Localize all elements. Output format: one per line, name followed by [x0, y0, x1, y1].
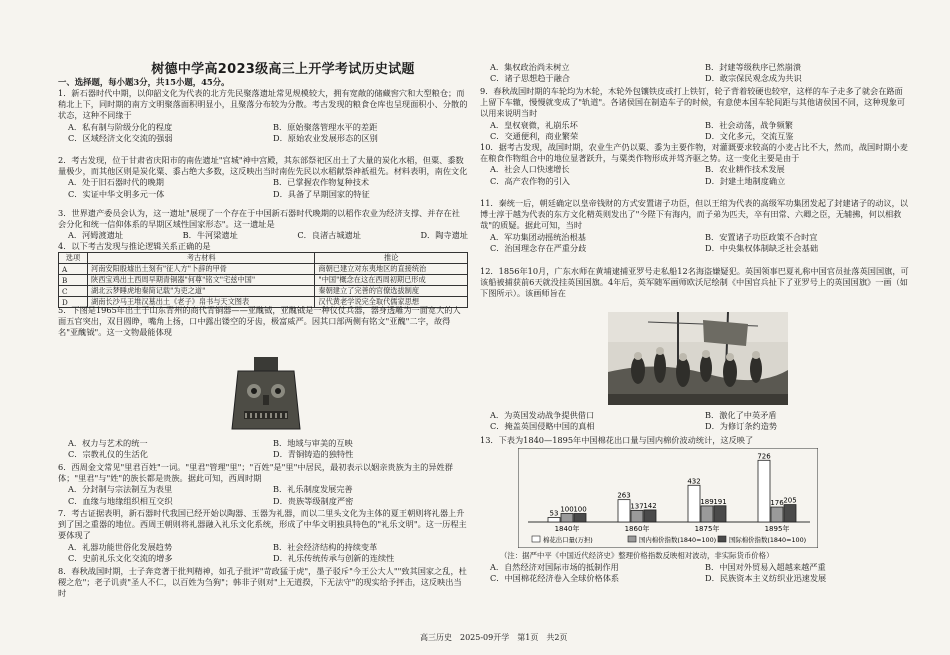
q4-cell: B: [59, 275, 88, 286]
q3-option-a[interactable]: A．河姆渡遗址: [68, 230, 124, 241]
q11-option-a[interactable]: A．军功集团动摇统治根基: [490, 231, 586, 242]
q4-header: 考古材料: [88, 253, 315, 264]
q11-stem: 11．秦统一后，朝廷确定以皇帝钱财的方式安置诸子功臣，但以王绾为代表的高级军功集团发起了封建诸子的动议，以博士淳于越为代表的东方文化精英则发出了"今陛下有海内，而子弟为匹夫，卒有田常、六卿之臣，无辅拂，何以相救哉"的质疑。据此可知，当时: [480, 198, 908, 231]
q1-option-c[interactable]: C．区域经济文化交流的强弱: [68, 132, 173, 143]
category-label: 1875年: [694, 525, 720, 533]
question-13-options: [480, 562, 910, 584]
bar-2-3: [784, 505, 796, 522]
question-2: [58, 155, 468, 200]
q3-stem: 3．世界遗产委员会认为，这一遗址"展现了一个存在于中国新石器时代晚期的以稻作农业为经济支撑、并存在社会分化和统一信仰体系的早期区域性国家形态"。这一遗址是: [58, 208, 460, 230]
q6-option-d[interactable]: D．贵族等级制度严密: [273, 495, 354, 506]
q9-option-b[interactable]: B．社会动荡，战争频繁: [705, 119, 793, 130]
bar-0-2: [688, 485, 700, 522]
q13-stem: 13．下表为1840—1895年中国棉花出口量与国内棉价波动统计，这反映了: [480, 435, 754, 445]
q2-stem: 2．考古发现，位于甘肃省庆阳市的南佐遗址"宫城"神中宫殿，其东部祭祀区出土了大量的炭化水稻，但粟、黍数量极少，而其他区则是炭化粟、黍占绝大多数，这反映出当时南佐先民以水稻献祭神祇祖先。材料表明，南佐文化: [58, 155, 468, 177]
bar-2-0: [574, 514, 586, 523]
q7-stem: 7．考古证据表明，新石器时代我国已经开始以陶器、玉器为礼器，而以二里头文化为主体的夏王朝则将礼器上升到了国之重器的地位。西周王朝则将礼器融入礼乐文化系统，形成了中华文明独具特色的"礼乐文明"。这一历程主要体现了: [58, 508, 467, 541]
q8-option-b[interactable]: B．封建等级秩序已然崩溃: [705, 62, 802, 72]
page-footer: 高三历史 2025-09开学 第1页 共2页: [420, 633, 568, 642]
q4-header: 选项: [59, 253, 88, 264]
q2-option-a[interactable]: A．处于旧石器时代的晚期: [68, 177, 164, 188]
data-label: 263: [617, 491, 631, 500]
q9-stem: 9．春秋战国时期的车轮均为木轮，木轮外包镶铁皮或打上铁钉，轮子背着较硬也较窄，这样的车子走多了就会在路面上留下车辙，慢慢就变成了"轨道"。各诸侯国在制造车子的时候，有意使本国车轮间距与其他诸侯国不同，这种现象可以用来说明当时: [480, 86, 906, 119]
bar-2-2: [714, 506, 726, 522]
question-8-options: [480, 62, 910, 84]
q4-cell: 湖南长沙马王堆汉墓出土《老子》帛书与天文图表: [88, 297, 315, 308]
legend-swatch: [628, 536, 636, 542]
question-5-options: [58, 438, 468, 460]
q4-cell: 河南安阳殷墟出土刻有"征人方"卜辞的甲骨: [88, 264, 315, 275]
section-heading: 一、选择题，每小题3分，共15小题，45分。: [58, 77, 230, 87]
q6-option-c[interactable]: C．血缘与地缘组织相互交织: [68, 495, 173, 506]
q4-cell: D: [59, 297, 88, 308]
q4-cell: 湖北云梦睡虎地秦简记载"为吏之道": [88, 286, 315, 297]
q4-cell: A: [59, 264, 88, 275]
q7-option-c[interactable]: C．史前礼乐文化交流的增多: [68, 552, 173, 563]
q4-stem: 4．以下考古发现与推论逻辑关系正确的是: [58, 241, 211, 251]
q7-option-a[interactable]: A．礼器功能世俗化发展趋势: [68, 541, 173, 552]
question-6: [58, 462, 468, 507]
question-5: [58, 305, 468, 339]
q12-option-b[interactable]: B．激化了中英矛盾: [705, 410, 777, 420]
q2-option-c[interactable]: C．实证中华文明多元一体: [68, 188, 165, 199]
q12-option-a[interactable]: A．为英国发动战争提供借口: [490, 410, 595, 420]
q9-option-c[interactable]: C．交通便利，商业繁荣: [490, 130, 579, 141]
q3-option-c[interactable]: C．良渚古城遗址: [297, 230, 361, 241]
cotton-chart: [518, 448, 818, 548]
bronze-yue-image: [226, 357, 306, 432]
q4-cell: 陕西宝鸡出土西周早期青铜器"何尊"铭文"宅兹中国": [88, 275, 315, 286]
q3-option-b[interactable]: B．牛河梁遗址: [182, 230, 238, 241]
bar-1-1: [631, 510, 643, 522]
category-label: 1840年: [554, 525, 580, 533]
bar-0-3: [758, 460, 770, 522]
category-label: 1860年: [624, 525, 650, 533]
question-12: [480, 266, 910, 300]
q4-cell: 汉代黄老学说完全取代儒家思想: [315, 297, 468, 308]
q13-option-a[interactable]: A．自然经济对国际市场的抵制作用: [490, 562, 619, 572]
q4-cell: "中国"概念在这在西周初期已形成: [315, 275, 468, 286]
table-row: [59, 264, 468, 275]
q3-option-d[interactable]: D．陶寺遗址: [420, 230, 468, 241]
q13-option-d[interactable]: D．民族资本主义纺织业迅速发展: [705, 573, 827, 584]
category-label: 1895年: [764, 525, 790, 533]
q9-option-a[interactable]: A．皇权衰微，礼崩乐坏: [490, 119, 578, 130]
q8-option-a[interactable]: A．集权政治尚未树立: [490, 62, 570, 72]
question-1: [58, 88, 468, 144]
question-7: [58, 508, 468, 564]
q10-stem: 10．据考古发现，战国时期，农业生产仍以粟、黍为主要作物，对灌溉要求较高的小麦占比不大，然而，战国时期小麦在粮食作物组合中的地位显著跃升，与粟类作物形成并驾齐驱之势。这一变化主要是由于: [480, 142, 908, 164]
data-label: 142: [643, 501, 657, 510]
bar-0-0: [548, 517, 560, 522]
q4-cell: 秦朝建立了完善的官僚选拔制度: [315, 286, 468, 297]
q5-stem: 5．下图是1965年出土于山东青州的商代青铜器——亚醜钺，亚醜钺是一种仪仗兵器，器身透雕为一面宽大的人面五官突出，双目圆睁，嘴角上扬，口中露出镂空的牙齿，极富威严。因其口部两侧有铭文"亚醜"二字，故得名"亚醜钺"。这一文物最能体现: [58, 305, 461, 338]
q10-option-d[interactable]: D．封建土地制度确立: [705, 175, 786, 186]
data-label: 100: [560, 505, 574, 514]
exam-title: 树德中学高2023级高三上开学考试历史试题: [151, 62, 415, 77]
q13-option-b[interactable]: B．中国对外贸易入超越来越严重: [705, 562, 826, 572]
bar-0-1: [618, 500, 630, 522]
bar-1-2: [701, 506, 713, 522]
q5-option-c[interactable]: C．宗教礼仪的生活化: [68, 449, 148, 460]
q10-option-c[interactable]: C．高产农作物的引入: [490, 175, 570, 186]
q8-option-d[interactable]: D．敢宗保民观念成为共识: [705, 73, 802, 84]
question-12-options: [480, 410, 910, 432]
q1-option-b[interactable]: B．原始聚落管理水平的差距: [273, 121, 378, 132]
data-label: 100: [573, 505, 587, 514]
q5-option-b[interactable]: B．地域与审美的互映: [273, 438, 353, 448]
q12-option-d[interactable]: D．为修订条约造势: [705, 421, 778, 432]
data-label: 137: [630, 502, 644, 511]
q4-table: [58, 252, 468, 308]
bar-1-0: [561, 514, 573, 523]
q10-option-b[interactable]: B．农业耕作技术发展: [705, 164, 785, 175]
arrow-incident-painting: [608, 312, 788, 405]
bar-2-1: [644, 510, 656, 522]
q13-caption: （注：据严中平《中国近代经济史》整理价格指数反映相对波动，非实际货币价格）: [500, 551, 774, 560]
q1-option-a[interactable]: A．私有制与阶级分化的程度: [68, 121, 173, 132]
legend-label: 国际棉价指数(1840=100): [729, 536, 807, 544]
data-label: 176: [770, 499, 784, 508]
q6-option-b[interactable]: B．礼乐制度发展完善: [273, 484, 353, 495]
q11-option-c[interactable]: C．治国理念存在严重分歧: [490, 242, 587, 253]
q5-option-a[interactable]: A．权力与艺术的统一: [68, 438, 148, 448]
q12-option-c[interactable]: C．掩盖英国侵略中国的真相: [490, 421, 595, 432]
q4-cell: C: [59, 286, 88, 297]
data-label: 189: [700, 497, 714, 506]
q8-option-c[interactable]: C．诸子思想趋于融合: [490, 73, 570, 84]
data-label: 726: [757, 452, 771, 461]
legend-label: 棉花出口量(万担): [543, 536, 593, 544]
q2-option-d[interactable]: D．具备了早期国家的特征: [273, 188, 370, 199]
q1-stem: 1．新石器时代中期，以仰韶文化为代表的北方先民聚落遗址常见规模较大，拥有宽敞的储藏窖穴和大型粮仓；而稍北上下，同时期的南方文明聚落面积明显小，且聚落分布较为分散。考古发现的粮食仓库也呈现面积小、分散的状态，这种不同缘于: [58, 88, 468, 121]
legend-swatch: [532, 536, 540, 542]
data-label: 191: [713, 497, 727, 506]
q2-option-b[interactable]: B．已掌握农作物复种技术: [273, 177, 370, 188]
question-10: [480, 142, 910, 187]
q9-option-d[interactable]: D．文化多元，交流互鉴: [705, 130, 794, 141]
q8-stem: 8．春秋战国时期，士子奔竞著于批判精神，如孔子批评"苛政猛于虎"，墨子驳斥"今王公大人""致其国家之乱，杜稷之危"；老子讥责"圣人不仁，以百姓为刍狗"；韩非子则对"上无道揆，下无法守"的现实给予抨击，这反映出当时: [58, 566, 467, 599]
question-8: [58, 566, 468, 600]
bar-1-3: [771, 507, 783, 522]
table-row: [59, 286, 468, 297]
q7-option-d[interactable]: D．礼乐传统传承与创新的连续性: [273, 552, 395, 563]
q6-option-a[interactable]: A．分封制与宗法制互为表里: [68, 484, 173, 495]
question-4: [58, 241, 468, 308]
question-13: [480, 435, 910, 446]
q10-option-a[interactable]: A．社会人口快速增长: [490, 164, 570, 175]
question-3: [58, 208, 468, 242]
q12-stem: 12．1856年10月，广东水师在黄埔逮捕亚罗号走私船12名海盗嫌疑犯。英国领事巴夏礼称中国官员扯落英国国旗，可该船被捕获前6天就没挂英国国旗。4年后，英军随军画师欧沃尼绘制《中国官兵扯下了亚罗号上的英国国旗》一画（如下图所示）。该画师旨在: [480, 266, 909, 299]
data-label: 205: [783, 496, 797, 505]
q1-option-d[interactable]: D．原始农业发展形态的区别: [273, 132, 378, 143]
q5-option-d[interactable]: D．青铜铸造的独特性: [273, 449, 354, 460]
question-11: [480, 198, 910, 254]
table-row: [59, 275, 468, 286]
q13-option-c[interactable]: C．中国棉花经济卷入全球价格体系: [490, 573, 620, 584]
legend-swatch: [718, 536, 726, 542]
legend-label: 国内棉价指数(1840=100): [639, 536, 717, 544]
q11-option-d[interactable]: D．中央集权体制缺乏社会基础: [705, 242, 819, 253]
data-label: 53: [549, 509, 559, 518]
q4-header: 推论: [315, 253, 468, 264]
data-label: 432: [687, 477, 701, 486]
q11-option-b[interactable]: B．安置诸子功臣政策不合时宜: [705, 231, 818, 242]
q7-option-b[interactable]: B．社会经济结构的持续变革: [273, 541, 378, 552]
q6-stem: 6．西周金文常见"里君百姓"一词。"里君"管理"里"；"百姓"是"里"中居民，最初表示以姻亲贵族为主的异姓群体；"里君"与"姓"的族长都是贵族。据此可知，西周时期: [58, 462, 453, 484]
question-9: [480, 86, 910, 142]
q4-cell: 商朝已建立对东夷地区的直接统治: [315, 264, 468, 275]
